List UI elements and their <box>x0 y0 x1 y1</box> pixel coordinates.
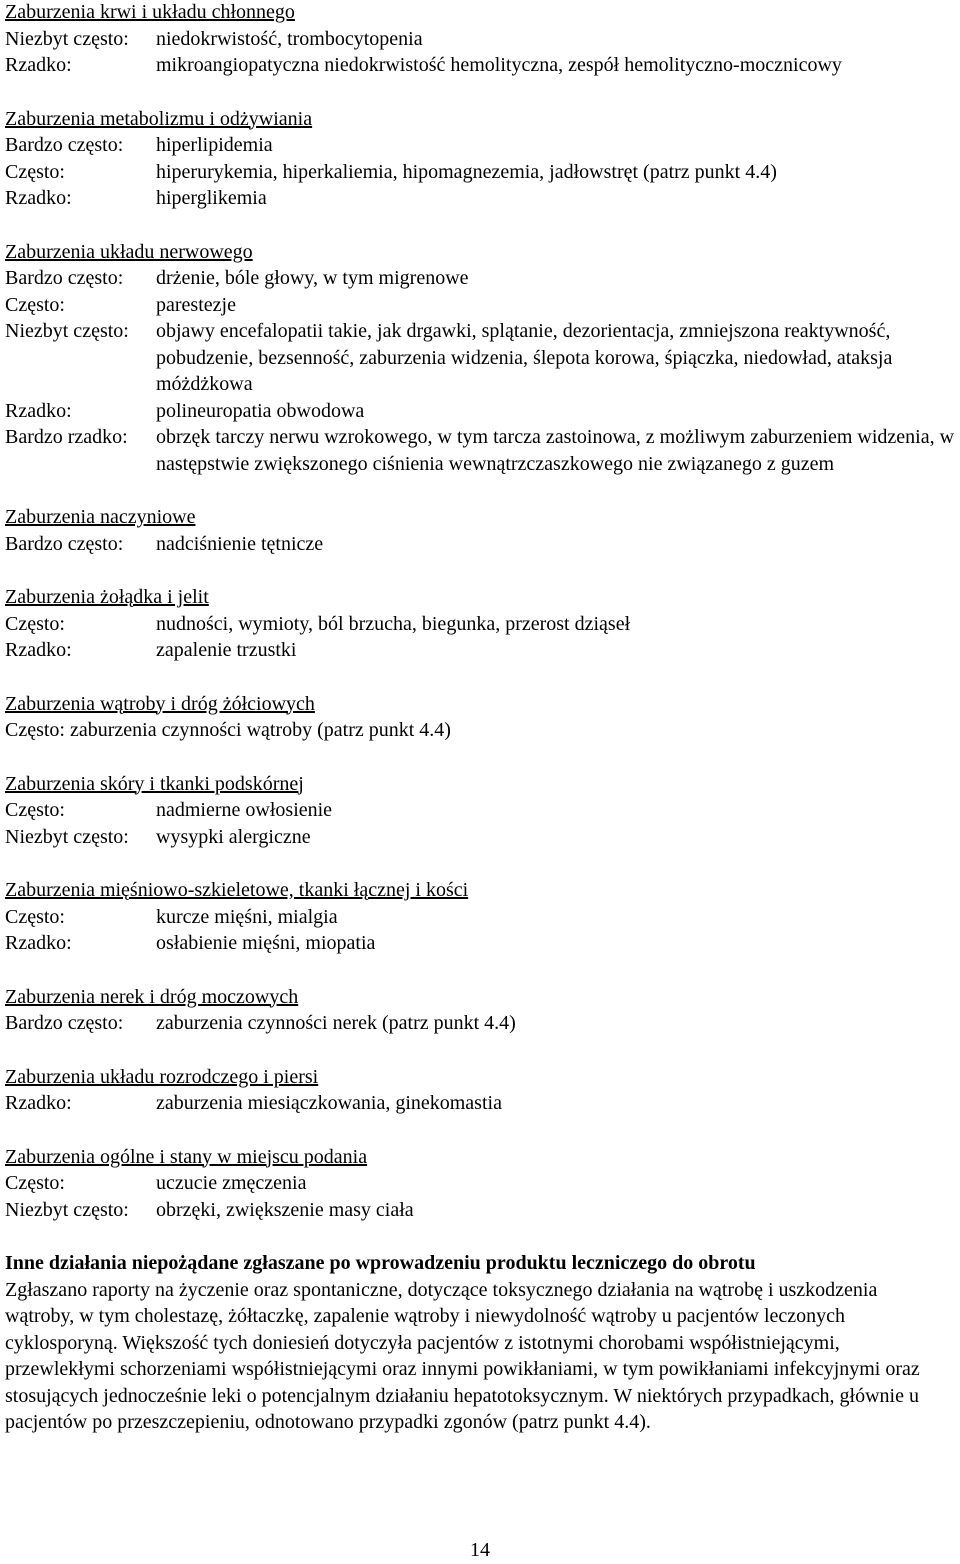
page-number: 14 <box>470 1539 490 1561</box>
frequency-row <box>5 824 955 851</box>
adverse-reaction-section <box>5 584 955 664</box>
section-title: Zaburzenia mięśniowo-szkieletowe, tkanki łącznej i kości <box>5 879 469 901</box>
reaction-text: osłabienie mięśni, miopatia <box>156 932 376 954</box>
section-title: Zaburzenia ogólne i stany w miejscu podania <box>5 1145 368 1168</box>
frequency-label: Rzadko: <box>5 54 72 76</box>
section-title: Zaburzenia wątroby i dróg żółciowych <box>5 692 315 715</box>
reaction-text: nadmierne owłosienie <box>156 799 333 821</box>
reaction-text: hiperlipidemia <box>156 134 273 156</box>
section-title: Zaburzenia metabolizmu i odżywiania <box>5 107 313 130</box>
reaction-text: nadciśnienie tętnicze <box>156 532 324 555</box>
section-title: Zaburzenia układu rozrodczego i piersi <box>5 1065 319 1088</box>
reaction-text: polineuropatia obwodowa <box>156 399 365 422</box>
reaction-text: hiperurykemia, hiperkaliemia, hipomagnezemia, jadłowstręt (patrz punkt 4.4) <box>156 160 777 183</box>
adverse-reaction-section <box>5 106 955 212</box>
frequency-label: Rzadko: <box>5 399 72 422</box>
adverse-reaction-section <box>5 691 955 744</box>
frequency-row <box>5 1010 955 1037</box>
frequency-label: Niezbyt często: <box>5 825 129 848</box>
frequency-row <box>5 717 955 744</box>
adverse-reaction-section <box>5 504 955 557</box>
section-title: Zaburzenia naczyniowe <box>5 506 196 528</box>
reaction-text: zaburzenia czynności wątroby (patrz punkt 4.4) <box>70 719 451 741</box>
frequency-row <box>5 531 955 558</box>
frequency-row <box>5 797 955 824</box>
reaction-text: objawy encefalopatii takie, jak drgawki, splątanie, dezorientacja, zmniejszona reaktywność, pobudzenie, bezsenność, zaburzenia widzenia, ślepota korowa, śpiączka, niedowład, ataksja móżdżkowa <box>156 320 893 395</box>
frequency-label: Często: <box>5 612 65 635</box>
frequency-row <box>5 52 955 79</box>
section-title: Zaburzenia nerek i dróg moczowych <box>5 985 299 1008</box>
frequency-label: Rzadko: <box>5 932 72 954</box>
section-title: Zaburzenia układu nerwowego <box>5 240 253 263</box>
adverse-reaction-section <box>5 984 955 1037</box>
reaction-text: zaburzenia czynności nerek (patrz punkt 4.4) <box>156 1012 516 1034</box>
reaction-text: uczucie zmęczenia <box>156 1172 307 1194</box>
reaction-text: parestezje <box>156 293 236 316</box>
reaction-text: drżenie, bóle głowy, w tym migrenowe <box>156 267 469 289</box>
frequency-label: Często: <box>5 799 65 821</box>
reaction-text: wysypki alergiczne <box>156 825 311 848</box>
frequency-row <box>5 904 955 931</box>
postmarketing-body: Zgłaszano raporty na życzenie oraz spontaniczne, dotyczące toksycznego działania na wątrobę i uszkodzenia wątroby, w tym cholestazę, żółtaczkę, zapalenie wątroby i niewydolność wątroby u pacjentów leczonych cyklosporyną. Większość tych doniesień dotyczyła pacjentów z istotnymi chorobami współistniejącymi, przewlekłymi schorzeniami współistniejącymi oraz innymi powikłaniami, w tym powikłaniami infekcyjnymi oraz stosujących jednocześnie leki o potencjalnym działaniu hepatotoksycznym. W niektórych przypadkach, głównie u pacjentów po przeszczepieniu, odnotowano przypadki zgonów (patrz punkt 4.4). <box>5 1278 920 1433</box>
section-title: Zaburzenia skóry i tkanki podskórnej <box>5 772 304 795</box>
frequency-row <box>5 159 955 186</box>
reaction-text: zaburzenia miesiączkowania, ginekomastia <box>156 1092 502 1114</box>
frequency-row <box>5 424 955 477</box>
adverse-reaction-section <box>5 877 955 957</box>
frequency-row <box>5 185 955 212</box>
document-content <box>5 0 955 1436</box>
frequency-label: Bardzo często: <box>5 532 124 555</box>
frequency-row <box>5 265 955 292</box>
adverse-reaction-section <box>5 1144 955 1224</box>
frequency-row <box>5 611 955 638</box>
frequency-label: Rzadko: <box>5 639 72 661</box>
frequency-row <box>5 292 955 319</box>
reaction-text: niedokrwistość, trombocytopenia <box>156 27 423 50</box>
adverse-reaction-section <box>5 239 955 478</box>
frequency-row <box>5 398 955 425</box>
frequency-label: Rzadko: <box>5 187 72 209</box>
frequency-label: Niezbyt często: <box>5 1198 129 1221</box>
frequency-row <box>5 132 955 159</box>
postmarketing-heading: Inne działania niepożądane zgłaszane po wprowadzeniu produktu leczniczego do obrotu <box>5 1252 756 1274</box>
frequency-label: Bardzo często: <box>5 1012 124 1034</box>
frequency-label: Często: <box>5 905 65 928</box>
frequency-label: Często: <box>5 293 65 316</box>
section-title: Zaburzenia żołądka i jelit <box>5 586 209 608</box>
adverse-reaction-section <box>5 1064 955 1117</box>
postmarketing-section <box>5 1250 955 1436</box>
frequency-row <box>5 26 955 53</box>
adverse-reaction-section <box>5 771 955 851</box>
frequency-row <box>5 1197 955 1224</box>
frequency-row <box>5 1090 955 1117</box>
reaction-text: mikroangiopatyczna niedokrwistość hemolityczna, zespół hemolityczno-mocznicowy <box>156 54 842 76</box>
frequency-label: Często: <box>5 160 65 183</box>
reaction-text: kurcze mięśni, mialgia <box>156 905 338 928</box>
frequency-label: Bardzo często: <box>5 267 124 289</box>
reaction-text: obrzęki, zwiększenie masy ciała <box>156 1198 414 1221</box>
reaction-text: hiperglikemia <box>156 187 267 209</box>
frequency-row <box>5 318 955 398</box>
reaction-text: nudności, wymioty, ból brzucha, biegunka, przerost dziąseł <box>156 612 631 635</box>
frequency-label: Rzadko: <box>5 1092 72 1114</box>
frequency-row <box>5 1170 955 1197</box>
reaction-text: zapalenie trzustki <box>156 639 297 661</box>
reaction-text: obrzęk tarczy nerwu wzrokowego, w tym tarcza zastoinowa, z możliwym zaburzeniem widzenia, w następstwie zwiększonego ciśnienia wewnątrzczaszkowego nie związanego z guzem <box>156 426 955 475</box>
section-title: Zaburzenia krwi i układu chłonnego <box>5 1 295 23</box>
frequency-row <box>5 637 955 664</box>
frequency-label: Bardzo często: <box>5 134 124 156</box>
frequency-row <box>5 930 955 957</box>
frequency-label: Niezbyt często: <box>5 320 129 342</box>
frequency-label: Często: <box>5 719 65 741</box>
frequency-label: Niezbyt często: <box>5 27 129 50</box>
frequency-label: Bardzo rzadko: <box>5 426 128 448</box>
frequency-label: Często: <box>5 1172 65 1194</box>
adverse-reaction-section <box>5 0 955 79</box>
